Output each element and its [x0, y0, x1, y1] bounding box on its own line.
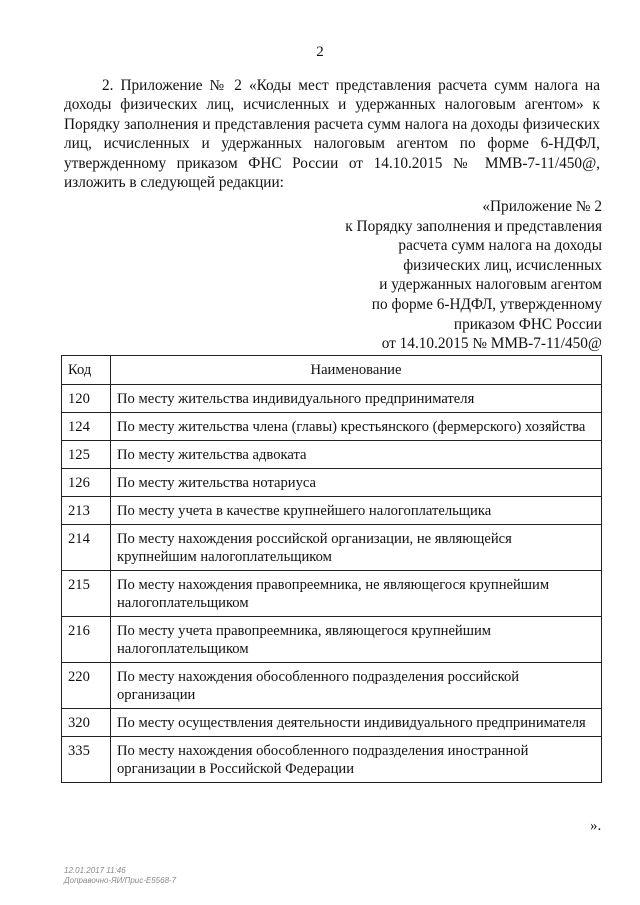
page-number: 2 [316, 44, 324, 60]
appendix-header-line: расчета сумм налога на доходы [398, 237, 602, 255]
code-cell: 125 [62, 441, 111, 469]
code-cell: 335 [62, 737, 111, 783]
table-header-row [62, 356, 602, 385]
closing-quote: ». [590, 818, 602, 834]
intro-paragraph-text: 2. Приложение № 2 «Коды мест представления расчета сумм налога на доходы физических лиц, исчисленных и удержанных налоговым агентом» к Порядку заполнения и представления расчета сумм налога на доходы физических лиц, исчисленных и удержанных налоговым агентом по форме 6-НДФЛ, утвержденному приказом ФНС России от 14.10.2015 № ММВ-7-11/450@, изложить в следующей редакции: [64, 77, 600, 192]
name-cell: По месту жительства члена (главы) крестьянского (фермерского) хозяйства [111, 413, 602, 441]
appendix-header-line: от 14.10.2015 № ММВ-7-11/450@ [381, 335, 602, 353]
name-cell: По месту учета правопреемника, являющегося крупнейшим налогоплательщиком [111, 617, 602, 663]
table-row [62, 441, 602, 469]
table-row [62, 385, 602, 413]
intro-paragraph [64, 76, 600, 192]
column-header-name: Наименование [111, 356, 602, 385]
table-row [62, 497, 602, 525]
table-row [62, 469, 602, 497]
appendix-header-line: по форме 6-НДФЛ, утвержденному [371, 295, 602, 313]
name-cell: По месту осуществления деятельности индивидуального предпринимателя [111, 709, 602, 737]
footer-stamp [64, 866, 176, 886]
code-cell: 216 [62, 617, 111, 663]
code-cell: 126 [62, 469, 111, 497]
code-cell: 124 [62, 413, 111, 441]
footer-stamp-date: 12.01.2017 11:46 [64, 866, 126, 875]
table-row [62, 413, 602, 441]
code-cell: 213 [62, 497, 111, 525]
table-row [62, 663, 602, 709]
name-cell: По месту жительства нотариуса [111, 469, 602, 497]
code-cell: 214 [62, 525, 111, 571]
table-row [62, 737, 602, 783]
table-row [62, 525, 602, 571]
appendix-header [345, 197, 602, 354]
appendix-header-line: физических лиц, исчисленных [403, 256, 602, 274]
name-cell: По месту нахождения правопреемника, не являющегося крупнейшим налогоплательщиком [111, 571, 602, 617]
code-cell: 320 [62, 709, 111, 737]
appendix-header-line: к Порядку заполнения и представления [345, 217, 602, 235]
table-row [62, 617, 602, 663]
footer-stamp-ref: Доправочно-ЯИ/Прис-Е5568-7 [64, 876, 177, 885]
name-cell: По месту жительства адвоката [111, 441, 602, 469]
name-cell: По месту нахождения российской организации, не являющейся крупнейшим налогоплательщиком [111, 525, 602, 571]
appendix-header-line: приказом ФНС России [453, 315, 602, 333]
name-cell: По месту нахождения обособленного подразделения российской организации [111, 663, 602, 709]
name-cell: По месту нахождения обособленного подразделения иностранной организации в Российской Федерации [111, 737, 602, 783]
appendix-header-line: «Приложение № 2 [482, 198, 602, 215]
code-cell: 120 [62, 385, 111, 413]
table-row [62, 571, 602, 617]
appendix-header-line: и удержанных налоговым агентом [379, 276, 602, 294]
code-cell: 215 [62, 571, 111, 617]
code-cell: 220 [62, 663, 111, 709]
name-cell: По месту жительства индивидуального предпринимателя [111, 385, 602, 413]
column-header-code: Код [62, 356, 111, 385]
table-row [62, 709, 602, 737]
name-cell: По месту учета в качестве крупнейшего налогоплательщика [111, 497, 602, 525]
codes-table [61, 355, 602, 783]
